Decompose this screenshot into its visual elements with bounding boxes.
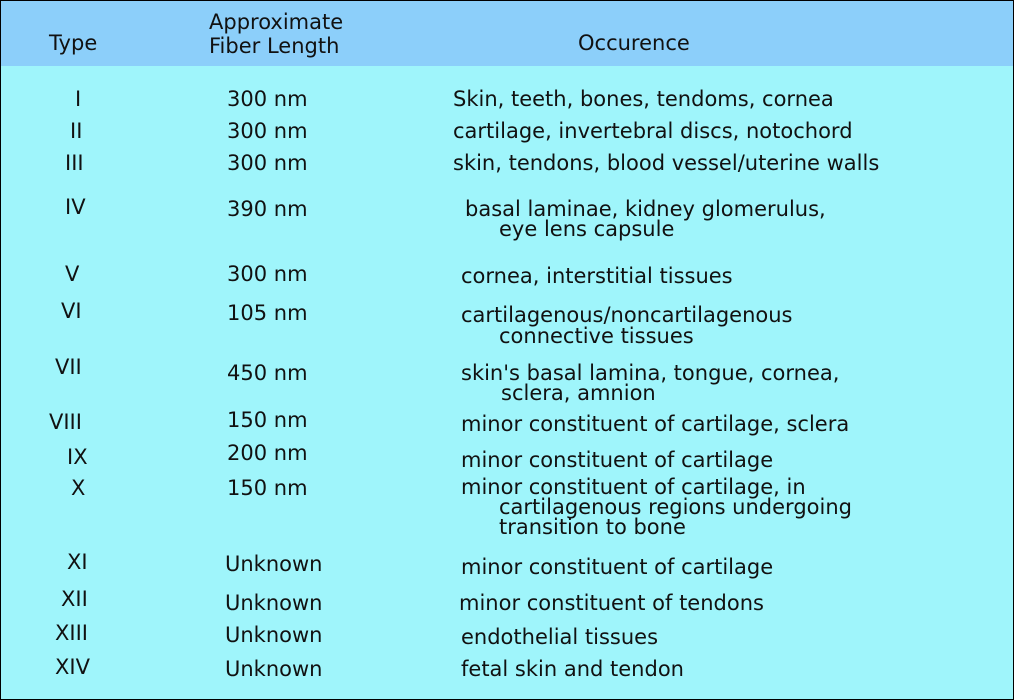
row-length: 450 nm [227, 361, 308, 385]
header-type: Type [49, 31, 98, 55]
row-occurrence-line: skin, tendons, blood vessel/uterine walls [453, 151, 880, 175]
row-occurrence-line: cornea, interstitial tissues [461, 264, 733, 288]
row-occurrence-line: basal laminae, kidney glomerulus, [465, 197, 826, 221]
row-occurrence-line: transition to bone [499, 515, 686, 539]
row-occurrence [465, 199, 826, 239]
row-occurrence-line: eye lens capsule [499, 217, 675, 241]
row-type: XIII [55, 621, 88, 645]
row-length: 300 nm [227, 87, 308, 111]
row-type: XII [61, 587, 88, 611]
row-occurrence-line: cartilagenous/noncartilagenous [461, 303, 793, 327]
row-type: IV [65, 195, 86, 219]
row-occurrence-line: cartilagenous regions undergoing [499, 495, 852, 519]
row-length: Unknown [225, 591, 323, 615]
row-occurrence-line: minor constituent of tendons [459, 591, 764, 615]
header-occurrence: Occurence [578, 31, 690, 55]
row-length: 150 nm [227, 476, 308, 500]
row-occurrence [453, 121, 853, 141]
row-type: VI [61, 299, 82, 323]
row-length: 200 nm [227, 441, 308, 465]
row-type: III [65, 151, 84, 175]
row-occurrence-line: cartilage, invertebral discs, notochord [453, 119, 853, 143]
table-body [1, 1, 1013, 699]
header-fiber-length-line1: Approximate [209, 10, 344, 34]
row-type: V [65, 262, 80, 286]
row-occurrence [461, 450, 773, 470]
row-occurrence-line: skin's basal lamina, tongue, cornea, [461, 361, 840, 385]
row-occurrence [461, 659, 684, 679]
row-length: 300 nm [227, 119, 308, 143]
row-occurrence-line: minor constituent of cartilage [461, 555, 774, 579]
row-occurrence-line: endothelial tissues [461, 625, 659, 649]
row-occurrence-line: minor constituent of cartilage, sclera [461, 412, 850, 436]
row-occurrence [453, 153, 879, 173]
row-length: Unknown [225, 623, 323, 647]
row-occurrence [461, 477, 852, 537]
row-type: VIII [49, 410, 82, 434]
row-occurrence [459, 593, 764, 613]
row-length: 150 nm [227, 408, 308, 432]
row-type: IX [67, 445, 88, 469]
header-fiber-length-line2: Fiber Length [209, 34, 340, 58]
row-occurrence [461, 627, 658, 647]
row-type: X [71, 476, 86, 500]
row-length: 105 nm [227, 301, 308, 325]
row-occurrence-line: fetal skin and tendon [461, 657, 684, 681]
row-length: Unknown [225, 657, 323, 681]
row-length: 300 nm [227, 262, 308, 286]
row-type: VII [55, 355, 82, 379]
row-occurrence-line: sclera, amnion [501, 381, 656, 405]
row-occurrence [461, 414, 849, 434]
row-type: XI [67, 550, 88, 574]
row-occurrence [453, 89, 834, 109]
row-occurrence [461, 305, 793, 347]
row-length: Unknown [225, 552, 323, 576]
row-type: I [75, 87, 82, 111]
row-occurrence [461, 363, 839, 403]
row-occurrence-line: minor constituent of cartilage [461, 448, 774, 472]
row-occurrence [461, 557, 773, 577]
row-occurrence-line: Skin, teeth, bones, tendoms, cornea [453, 87, 834, 111]
row-length: 390 nm [227, 197, 308, 221]
row-occurrence [461, 266, 733, 286]
row-occurrence-line: connective tissues [499, 324, 694, 348]
row-type: II [70, 119, 83, 143]
row-length: 300 nm [227, 151, 308, 175]
row-type: XIV [55, 655, 90, 679]
row-occurrence-line: minor constituent of cartilage, in [461, 475, 806, 499]
